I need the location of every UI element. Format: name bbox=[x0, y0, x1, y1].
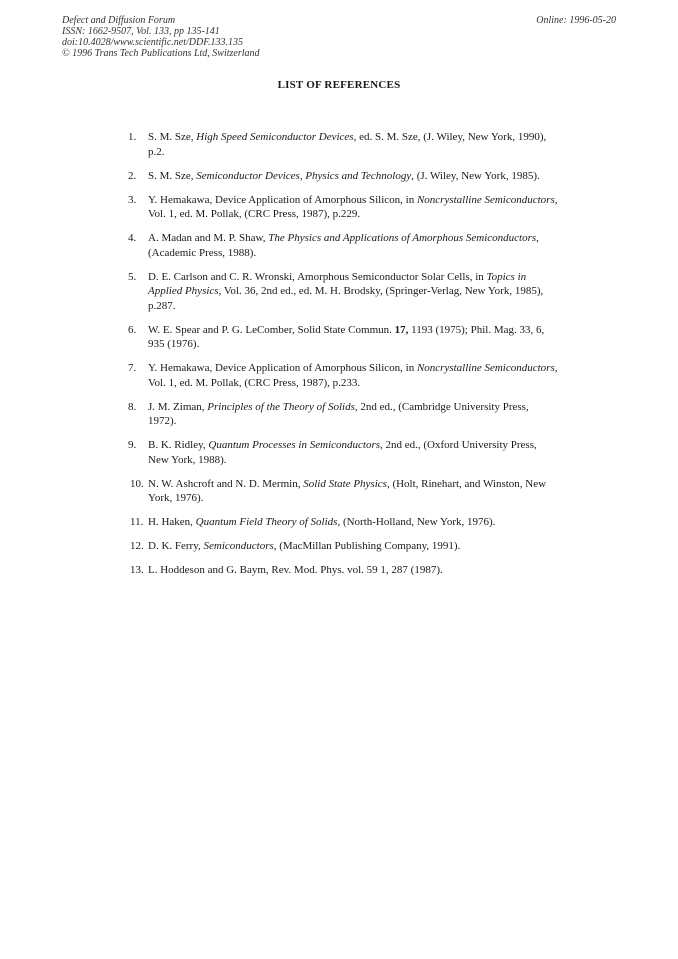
reference-number: 6. bbox=[128, 323, 137, 336]
reference-number: 4. bbox=[128, 232, 137, 244]
reference-title: Noncrystalline Semiconductors bbox=[416, 193, 555, 206]
reference-details: , Vol. 1, ed. M. Pollak, (CRC Press, 1987), p.233. bbox=[148, 362, 558, 389]
reference-item bbox=[128, 231, 558, 260]
reference-number: 9. bbox=[128, 439, 137, 451]
reference-item bbox=[128, 193, 558, 222]
reference-number: 5. bbox=[128, 270, 137, 283]
reference-title: High Speed Semiconductor Devices bbox=[196, 131, 354, 143]
reference-title: The Physics and Applications of Amorphous Semiconductors bbox=[268, 232, 537, 244]
reference-title: Quantum Field Theory of Solids bbox=[195, 516, 338, 528]
reference-authors: S. M. Sze, bbox=[148, 169, 197, 182]
reference-details: 1193 (1975); Phil. Mag. 33, 6, 935 (1976). bbox=[148, 323, 545, 350]
reference-details: , (North-Holland, New York, 1976). bbox=[337, 516, 496, 528]
reference-details: , 2nd ed., (Cambridge University Press, 1972). bbox=[148, 400, 529, 427]
reference-authors: J. M. Ziman, bbox=[148, 400, 208, 413]
reference-title: Semiconductor Devices, Physics and Technology bbox=[196, 169, 412, 182]
reference-number: 7. bbox=[128, 362, 137, 374]
reference-title: Quantum Processes in Semiconductors bbox=[208, 439, 381, 451]
reference-number: 2. bbox=[128, 169, 137, 182]
reference-title: Topics in Applied Physics bbox=[148, 270, 527, 297]
reference-details: , 2nd ed., (Oxford University Press, New York, 1988). bbox=[148, 439, 537, 466]
reference-number: 8. bbox=[128, 400, 137, 413]
reference-volume: 17, bbox=[394, 323, 409, 336]
reference-details: , (MacMillan Publishing Company, 1991). bbox=[273, 540, 461, 552]
reference-details: , (Holt, Rinehart, and Winston, New York, 1976). bbox=[148, 477, 547, 504]
reference-details: , (J. Wiley, New York, 1985). bbox=[411, 169, 540, 182]
reference-authors: B. K. Ridley, bbox=[148, 439, 209, 451]
reference-number: 3. bbox=[128, 193, 137, 206]
reference-item bbox=[128, 438, 558, 467]
reference-title: Noncrystalline Semiconductors bbox=[416, 362, 555, 374]
journal-name: Defect and Diffusion Forum bbox=[62, 15, 176, 26]
issn-line: ISSN: 1662-9507, Vol. 133, pp 135-141 bbox=[62, 26, 220, 37]
reference-title: Solid State Physics bbox=[303, 477, 387, 490]
reference-details: , Vol. 1, ed. M. Pollak, (CRC Press, 1987), p.229. bbox=[148, 193, 558, 220]
reference-number: 10. bbox=[130, 477, 144, 490]
reference-authors: W. E. Spear and P. G. LeComber, Solid State Commun. bbox=[148, 323, 395, 336]
reference-details: , (Academic Press, 1988). bbox=[148, 232, 539, 259]
reference-authors: Y. Hemakawa, Device Application of Amorphous Silicon, in bbox=[148, 362, 417, 374]
reference-authors: N. W. Ashcroft and N. D. Mermin, bbox=[148, 477, 304, 490]
doi-line: doi:10.4028/www.scientific.net/DDF.133.135 bbox=[62, 37, 244, 48]
reference-item bbox=[128, 169, 558, 184]
reference-authors: D. E. Carlson and C. R. Wronski, Amorphous Semiconductor Solar Cells, in bbox=[148, 270, 487, 283]
online-date: Online: 1996-05-20 bbox=[536, 15, 616, 26]
reference-item bbox=[128, 323, 558, 352]
reference-authors: A. Madan and M. P. Shaw, bbox=[148, 232, 269, 244]
reference-item bbox=[128, 400, 558, 429]
reference-title: Principles of the Theory of Solids bbox=[207, 400, 355, 413]
reference-number: 12. bbox=[130, 540, 144, 552]
reference-number: 1. bbox=[128, 131, 137, 143]
reference-title: Semiconductors bbox=[203, 540, 274, 552]
reference-item bbox=[128, 130, 558, 159]
reference-item bbox=[128, 270, 558, 314]
reference-number: 13. bbox=[130, 564, 144, 576]
reference-list bbox=[128, 130, 558, 587]
reference-authors: H. Haken, bbox=[148, 516, 196, 528]
page-title: LIST OF REFERENCES bbox=[277, 79, 401, 91]
reference-authors: S. M. Sze, bbox=[148, 131, 197, 143]
reference-details: , ed. S. M. Sze, (J. Wiley, New York, 1990), p.2. bbox=[148, 131, 547, 158]
reference-item bbox=[128, 515, 558, 530]
reference-number: 11. bbox=[130, 516, 144, 528]
reference-details: , Vol. 36, 2nd ed., ed. M. H. Brodsky, (Springer-Verlag, New York, 1985), p.287. bbox=[148, 285, 544, 312]
reference-item bbox=[128, 361, 558, 390]
copyright-line: © 1996 Trans Tech Publications Ltd, Switzerland bbox=[62, 48, 260, 59]
reference-authors: Y. Hemakawa, Device Application of Amorphous Silicon, in bbox=[148, 193, 417, 206]
reference-item bbox=[128, 477, 558, 506]
journal-header bbox=[62, 15, 260, 59]
reference-authors: L. Hoddeson and G. Baym, Rev. Mod. Phys. vol. 59 1, 287 (1987). bbox=[148, 564, 443, 576]
reference-item bbox=[128, 563, 558, 578]
reference-authors: D. K. Ferry, bbox=[148, 540, 204, 552]
reference-item bbox=[128, 539, 558, 554]
